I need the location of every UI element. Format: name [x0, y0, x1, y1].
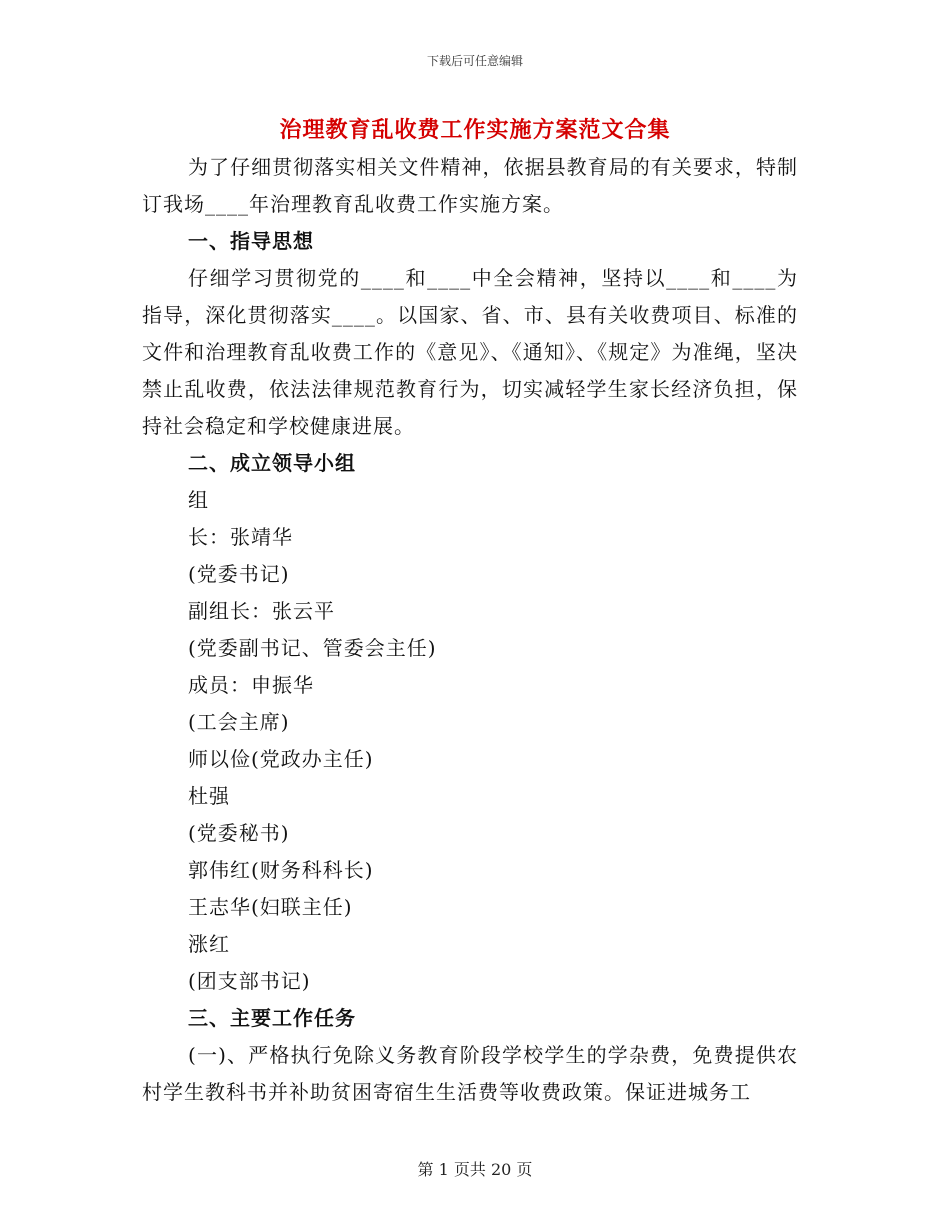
list-item: 涨红 — [188, 932, 230, 956]
intro-paragraph: 为了仔细贯彻落实相关文件精神，依据县教育局的有关要求，特制订我场____年治理教育乱收费工作实施方案。 — [142, 155, 798, 216]
list-item: 师以俭(党政办主任) — [188, 747, 374, 771]
list-item: 杜强 — [188, 784, 230, 808]
list-item: 组 — [188, 488, 209, 512]
list-item: (党委书记) — [188, 562, 290, 586]
list-item: 长：张靖华 — [188, 525, 293, 549]
list-item: 副组长：张云平 — [188, 599, 335, 623]
list-item: (党委副书记、管委会主任) — [188, 636, 437, 660]
list-item: (工会主席) — [188, 710, 290, 734]
leadership-list — [142, 482, 798, 1000]
list-item: 成员：申振华 — [188, 673, 314, 697]
section1-paragraph: 仔细学习贯彻党的____和____中全会精神，坚持以____和____为指导，深化贯彻落实____。以国家、省、市、县有关收费项目、标准的文件和治理教育乱收费工作的《意见》、《通知》、《规定》为准绳，坚决禁止乱收费，依法法律规范教育行为，切实减轻学生家长经济负担，保持社会稳定和学校健康进展。 — [142, 266, 798, 438]
list-item: (团支部书记) — [188, 969, 311, 993]
section3-paragraph: (一)、严格执行免除义务教育阶段学校学生的学杂费，免费提供农村学生教科书并补助贫困寄宿生生活费等收费政策。保证进城务工 — [142, 1043, 798, 1104]
header-note: 下载后可任意编辑 — [426, 54, 523, 68]
section3-heading: 三、主要工作任务 — [188, 1006, 356, 1030]
page-footer: 第 1 页共 20 页 — [417, 1160, 533, 1179]
document-title: 治理教育乱收费工作实施方案范文合集 — [279, 117, 671, 143]
section2-heading: 二、成立领导小组 — [188, 451, 356, 475]
section1-heading: 一、指导思想 — [188, 229, 314, 253]
list-item: 王志华(妇联主任) — [188, 895, 353, 919]
list-item: (党委秘书) — [188, 821, 290, 845]
document-body — [142, 149, 798, 1111]
list-item: 郭伟红(财务科科长) — [188, 858, 374, 882]
